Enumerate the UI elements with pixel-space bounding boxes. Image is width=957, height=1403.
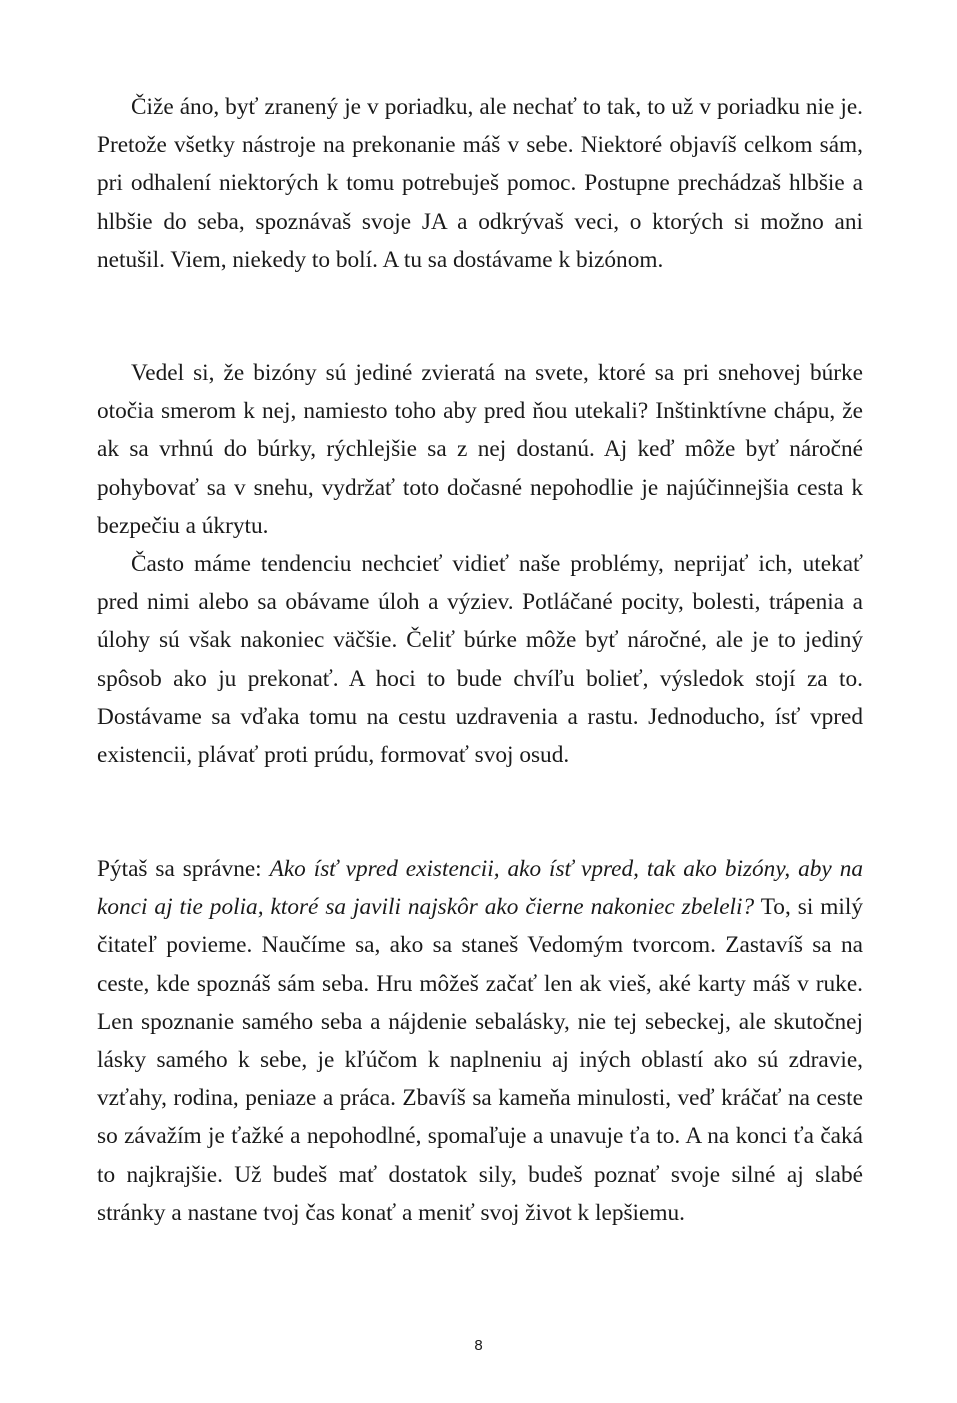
- question-answer: To, si milý čitateľ povieme. Naučíme sa, ako sa staneš Vedomým tvorcom. Zastavíš sa na ceste, kde spoznáš sám seba. Hru môžeš začať len ak vieš, aké karty máš v ruke. Len spoznanie samého seba a nájdenie sebalásky, nie tej sebeckej, ale skutočnej lásky samého k sebe, je kľúčom k naplneniu aj iných oblastí ako sú zdravie, vzťahy, rodina, peniaze a práca. Zbavíš sa kameňa minulosti, veď kráčať na ceste so závažím je ťažké a nepohodlné, spomaľuje a unavuje ťa to. A na konci ťa čaká to najkrajšie. Už budeš mať dostatok sily, budeš poznať svoje silné aj slabé stránky a nastane tvoj čas konať a meniť svoj život k lepšiemu.: [97, 894, 863, 1226]
- section-question: [97, 850, 863, 1232]
- question-intro: Pýtaš sa správne:: [97, 856, 270, 882]
- paragraph-question: [97, 850, 863, 1232]
- section-bison: [97, 354, 863, 774]
- paragraph-wounded: Čiže áno, byť zranený je v poriadku, ale nechať to tak, to už v poriadku nie je. Pretože všetky nástroje na prekonanie máš v sebe. Niektoré objavíš celkom sám, pri odhalení niektorých k tomu potrebuješ pomoc. Postupne prechádzaš hlbšie a hlbšie do seba, spoznávaš svoje JA a odkrývaš veci, o ktorých si možno ani netušil. Viem, niekedy to bolí. A tu sa dostávame k bizónom.: [97, 94, 863, 273]
- paragraph-bison: Vedel si, že bizóny sú jediné zvieratá na svete, ktoré sa pri snehovej búrke otočia smerom k nej, namiesto toho aby pred ňou utekali? Inštinktívne chápu, že ak sa vrhnú do búrky, rýchlejšie sa z nej dostanú. Aj keď môže byť náročné pohybovať sa v snehu, vydržať toto dočasné nepohodlie je najúčinnejšia cesta k bezpečiu a úkrytu.: [97, 360, 863, 539]
- paragraph-problems: Často máme tendenciu nechcieť vidieť naše problémy, neprijať ich, utekať pred nimi alebo sa obávame úloh a výziev. Potláčané pocity, bolesti, trápenia a úlohy sú však nakoniec väčšie. Čeliť búrke môže byť náročné, ale je to jediný spôsob ako ju prekonať. A hoci to bude chvíľu bolieť, výsledok stojí za to. Dostávame sa vďaka tomu na cestu uzdravenia a rastu. Jednoducho, ísť vpred existencii, plávať proti prúdu, formovať svoj osud.: [97, 551, 863, 769]
- page-number: 8: [474, 1337, 483, 1354]
- question-italic: Ako ísť vpred existencii, ako ísť vpred, tak ako bizóny, aby na konci aj tie polia, ktoré sa javili najskôr ako čierne nakoniec zbeleli?: [97, 856, 863, 921]
- section-wounded: [97, 88, 863, 279]
